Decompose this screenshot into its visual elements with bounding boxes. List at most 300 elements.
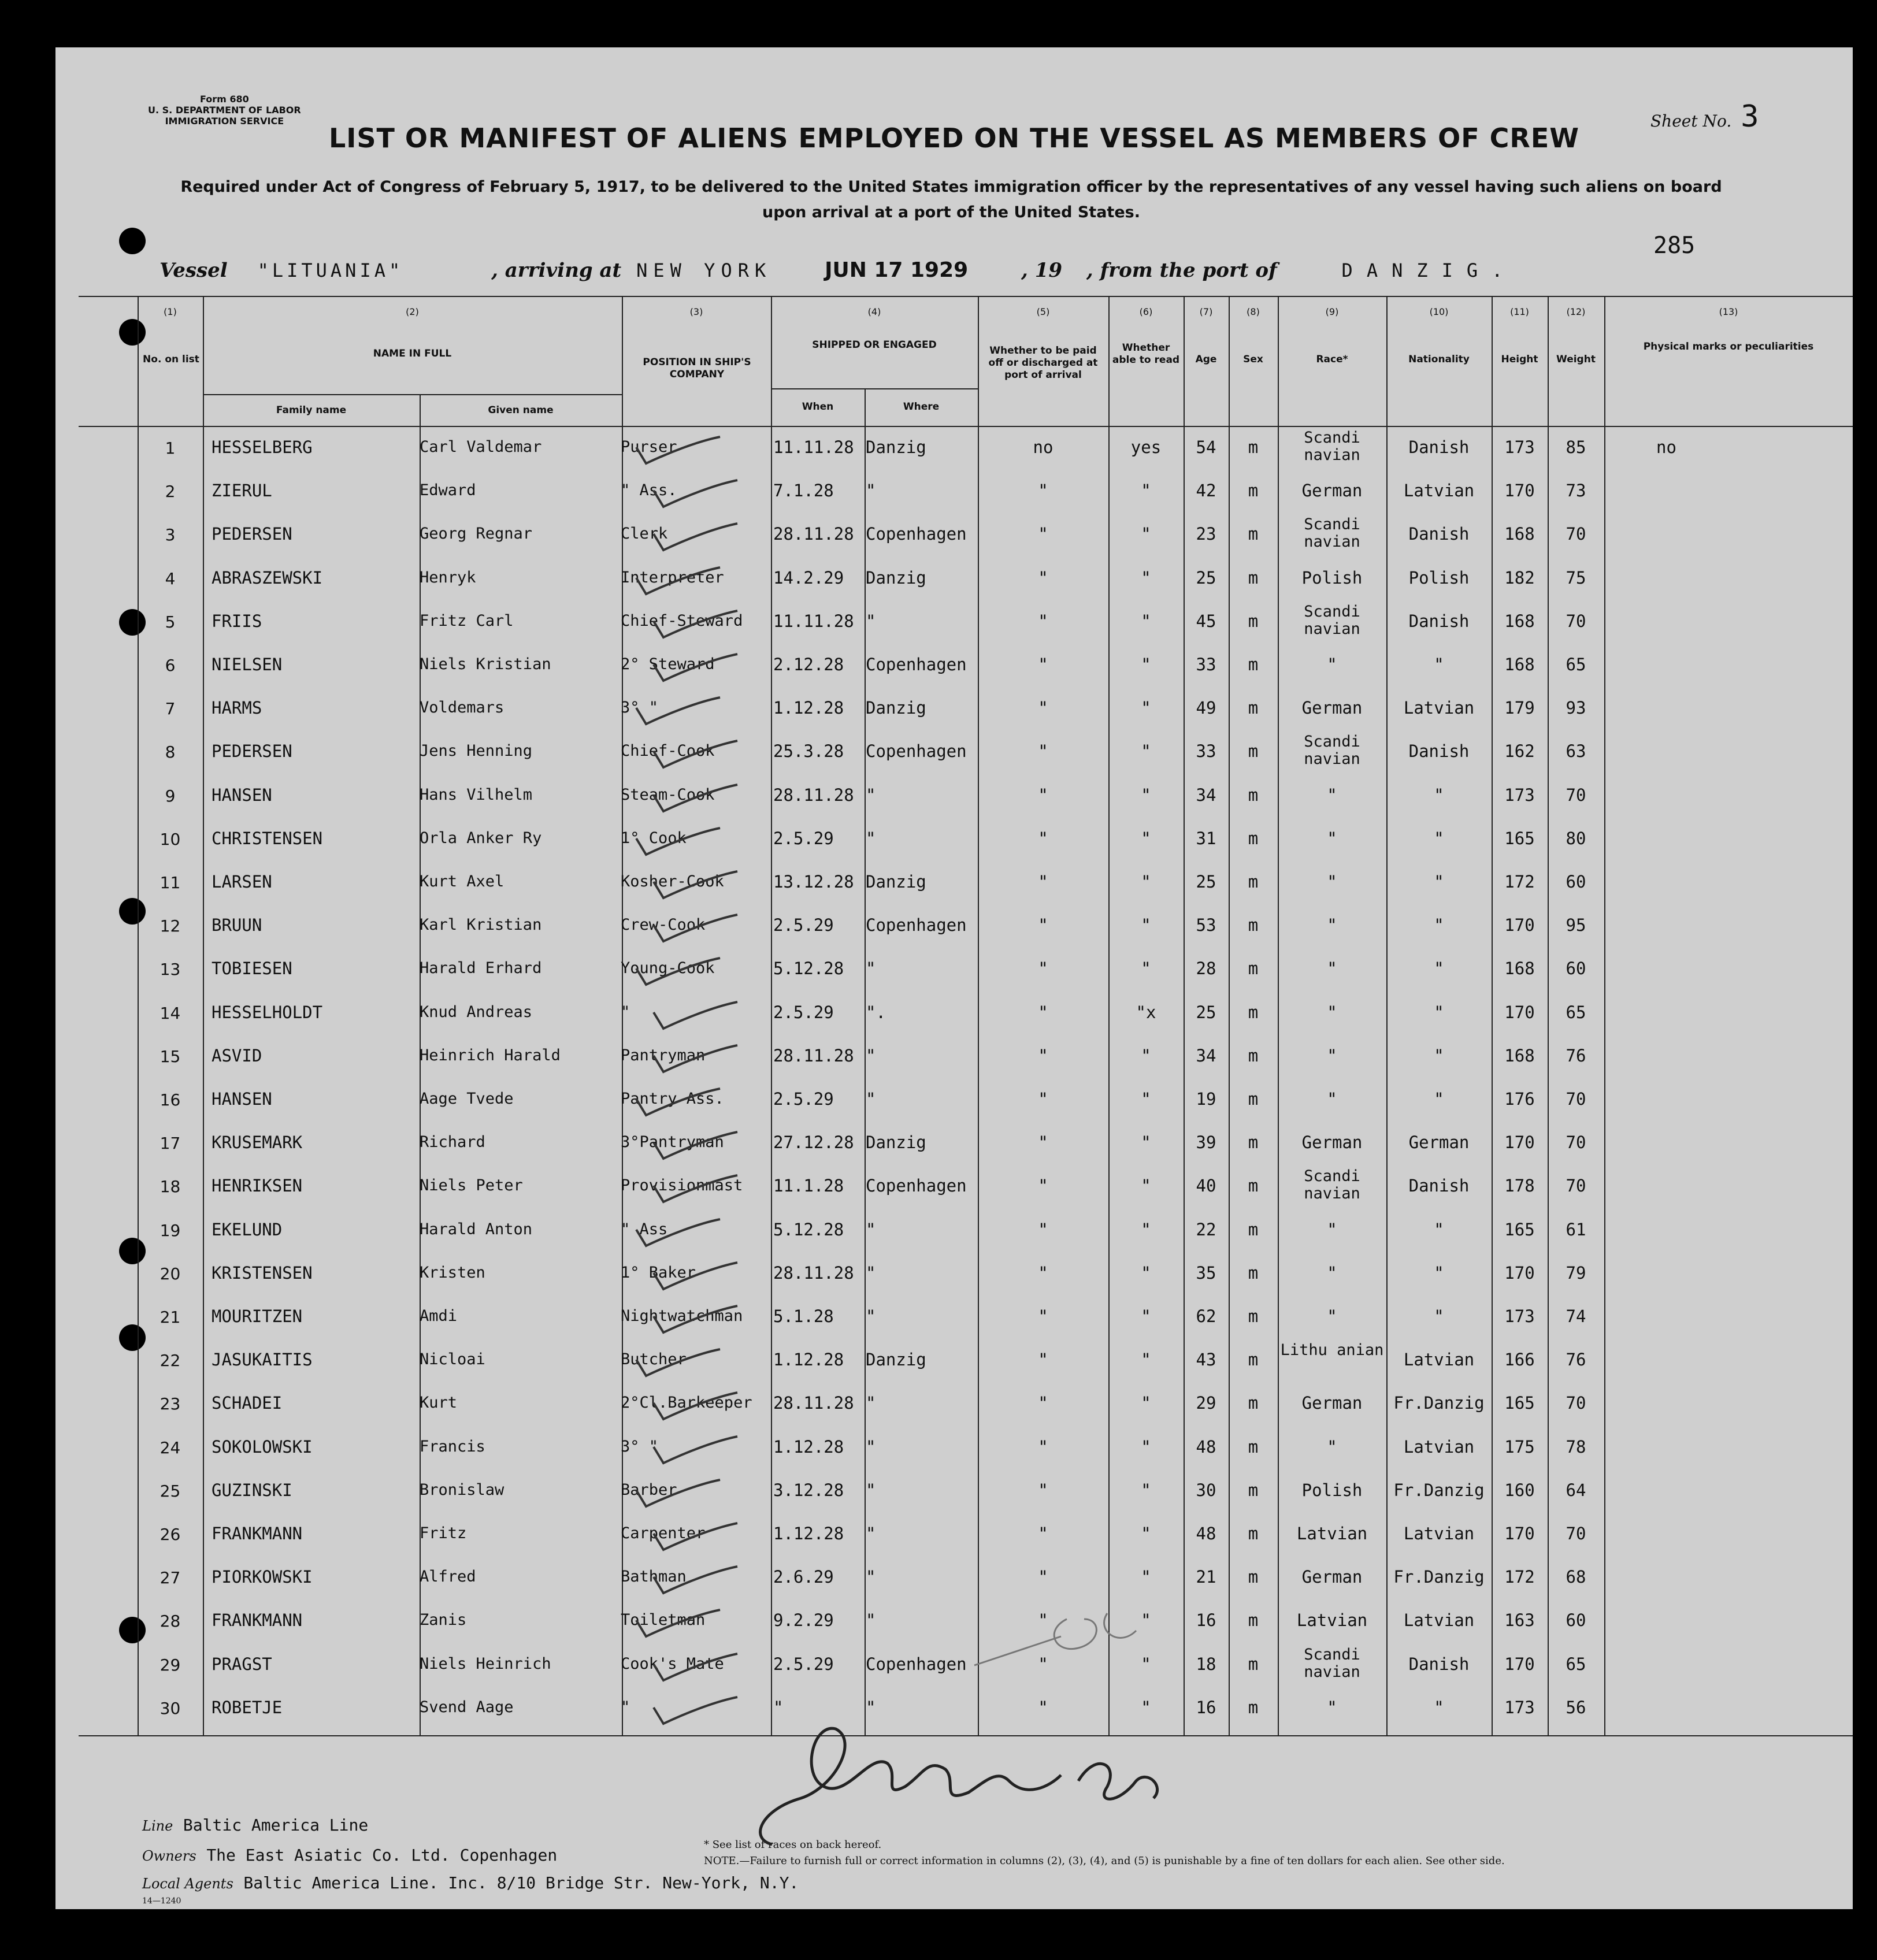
cell-paid: " — [1038, 1654, 1048, 1674]
cell-read: " — [1141, 567, 1151, 588]
cell-weight: 79 — [1566, 1263, 1586, 1283]
cell-paid: " — [1038, 915, 1048, 936]
header-nationality: Nationality — [1408, 354, 1470, 365]
header-given-name: Given name — [488, 404, 554, 416]
cell-given: Niels Kristian — [420, 655, 551, 673]
cell-sex: m — [1248, 1393, 1259, 1413]
vessel-line — [159, 258, 1516, 282]
cell-no: 13 — [159, 960, 181, 979]
cell-sex: m — [1248, 611, 1259, 631]
cell-race: German — [1301, 481, 1363, 501]
cell-age: 48 — [1196, 1436, 1216, 1457]
cell-family: KRISTENSEN — [212, 1263, 313, 1283]
cell-where: Copenhagen — [866, 655, 967, 674]
cell-no: 26 — [159, 1525, 181, 1544]
cell-weight: 60 — [1566, 872, 1586, 892]
cell-where: Danzig — [866, 872, 926, 892]
cell-when: 11.11.28 — [773, 611, 854, 631]
column-rule — [203, 296, 204, 1735]
check-mark — [651, 784, 743, 818]
cell-sex: m — [1248, 1089, 1259, 1109]
cell-family: FRIIS — [212, 611, 262, 631]
cell-where: " — [866, 1263, 876, 1283]
cell-nat: Fr.Danzig — [1393, 1480, 1485, 1500]
cell-weight: 68 — [1566, 1567, 1586, 1587]
cell-paid: no — [1033, 437, 1054, 457]
cell-where: " — [866, 1045, 876, 1066]
cell-height: 175 — [1504, 1436, 1535, 1457]
cell-nat: Polish — [1408, 567, 1470, 588]
check-mark — [651, 1001, 743, 1035]
cell-height: 170 — [1504, 481, 1535, 501]
cell-family: PEDERSEN — [212, 524, 292, 544]
cell-weight: 70 — [1566, 1133, 1586, 1153]
cell-race: " — [1327, 785, 1337, 805]
cell-no: 20 — [159, 1264, 181, 1283]
owners-value: The East Asiatic Co. Ltd. Copenhagen — [206, 1846, 558, 1865]
cell-where: " — [866, 785, 876, 805]
cell-when: 2.12.28 — [773, 655, 844, 674]
cell-paid: " — [1038, 611, 1048, 631]
cell-when: 13.12.28 — [773, 872, 854, 892]
cell-no: 17 — [159, 1134, 181, 1153]
races-note: * See list of races on back hereof. — [704, 1839, 882, 1851]
cell-read: " — [1141, 1480, 1151, 1500]
cell-where: Copenhagen — [866, 524, 967, 544]
column-number: (4) — [867, 306, 881, 317]
cell-race: " — [1327, 1002, 1337, 1022]
check-mark — [633, 957, 726, 992]
cell-read: " — [1141, 1524, 1151, 1543]
cell-position: 1° Cook — [621, 829, 687, 847]
punch-hole — [119, 319, 146, 346]
cell-where: " — [866, 611, 876, 631]
column-number: (2) — [406, 306, 419, 317]
check-mark — [651, 479, 743, 514]
cell-no: 2 — [165, 482, 176, 502]
cell-no: 10 — [159, 829, 181, 849]
cell-where: Danzig — [866, 437, 926, 457]
cell-marks: no — [1656, 437, 1676, 457]
check-mark — [651, 1044, 743, 1079]
column-number: (8) — [1247, 306, 1260, 317]
cell-age: 16 — [1196, 1697, 1216, 1717]
cell-family: FRANKMANN — [212, 1610, 303, 1631]
cell-position: Kosher-Cook — [621, 873, 724, 890]
check-mark — [651, 1653, 743, 1687]
cell-read: " — [1141, 1393, 1151, 1413]
cell-when: 2.5.29 — [773, 1654, 834, 1674]
handwritten-mark — [969, 1596, 1153, 1683]
cell-read: " — [1141, 1567, 1151, 1587]
cell-height: 176 — [1504, 1089, 1535, 1109]
sheet-number-label: Sheet No. — [1650, 112, 1732, 131]
cell-where: Danzig — [866, 1350, 926, 1370]
cell-no: 24 — [159, 1438, 181, 1457]
cell-family: ROBETJE — [212, 1697, 283, 1717]
cell-nat: " — [1434, 785, 1444, 805]
cell-sex: m — [1248, 1045, 1259, 1066]
cell-where: Copenhagen — [866, 915, 967, 936]
cell-sex: m — [1248, 1306, 1259, 1326]
cell-paid: " — [1038, 785, 1048, 805]
header-when: When — [802, 401, 834, 413]
cell-nat: " — [1434, 828, 1444, 848]
cell-read: " — [1141, 1133, 1151, 1153]
cell-no: 21 — [159, 1308, 181, 1327]
page-number: 285 — [1653, 232, 1696, 259]
cell-height: 170 — [1504, 1524, 1535, 1543]
cell-when: 9.2.29 — [773, 1610, 834, 1631]
header-where: Where — [903, 401, 940, 413]
cell-where: " — [866, 959, 876, 979]
cell-position: " Ass. — [621, 481, 677, 500]
cell-when: 14.2.29 — [773, 567, 844, 588]
cell-no: 3 — [165, 525, 176, 545]
cell-where: " — [866, 1393, 876, 1413]
cell-weight: 70 — [1566, 1089, 1586, 1109]
cell-paid: " — [1038, 959, 1048, 979]
line-field — [142, 1816, 368, 1835]
cell-height: 182 — [1504, 567, 1535, 588]
form-number: Form 680 — [199, 94, 249, 105]
cell-weight: 93 — [1566, 698, 1586, 718]
cell-position: 1° Baker — [621, 1263, 696, 1282]
cell-read: " — [1141, 1654, 1151, 1674]
cell-family: ABRASZEWSKI — [212, 567, 323, 588]
cell-given: Amdi — [420, 1307, 458, 1325]
cell-family: NIELSEN — [212, 655, 283, 674]
cell-read: " — [1141, 1436, 1151, 1457]
cell-nat: Latvian — [1403, 698, 1475, 718]
cell-family: ASVID — [212, 1045, 262, 1066]
cell-sex: m — [1248, 567, 1259, 588]
vessel-name: "LITUANIA" — [257, 259, 404, 281]
check-mark — [651, 870, 743, 905]
cell-age: 31 — [1196, 828, 1216, 848]
cell-read: yes — [1130, 437, 1162, 457]
cell-given: Orla Anker Ry — [420, 829, 542, 847]
agents-field — [142, 1873, 799, 1892]
column-number: (1) — [164, 306, 177, 317]
cell-position: Toiletman — [621, 1611, 706, 1629]
header-bottom-rule — [79, 426, 1853, 427]
from-port: DANZIG. — [1341, 259, 1517, 281]
cell-family: HESSELHOLDT — [212, 1002, 323, 1022]
cell-race: " — [1327, 1436, 1337, 1457]
cell-race: " — [1327, 1089, 1337, 1109]
cell-given: Zanis — [420, 1611, 467, 1629]
cell-sex: m — [1248, 1567, 1259, 1587]
cell-height: 168 — [1504, 655, 1535, 674]
cell-family: HANSEN — [212, 1089, 272, 1109]
cell-age: 45 — [1196, 611, 1216, 631]
cell-sex: m — [1248, 741, 1259, 762]
date-stamp: JUN 17 1929 — [825, 258, 969, 282]
page-subtitle: Required under Act of Congress of February 5, 1917, to be delivered to the United States immigration officer by the representatives of any vessel having such aliens on board upon arrival at a port of the United States. — [180, 178, 1722, 221]
header-weight: Weight — [1556, 354, 1596, 365]
cell-sex: m — [1248, 915, 1259, 936]
cell-family: BRUUN — [212, 915, 262, 936]
header-name-in-full: NAME IN FULL — [373, 348, 452, 359]
cell-where: Copenhagen — [866, 1654, 967, 1674]
cell-family: FRANKMANN — [212, 1524, 303, 1543]
cell-where: Danzig — [866, 1133, 926, 1153]
cell-nat: " — [1434, 1219, 1444, 1239]
cell-sex: m — [1248, 828, 1259, 848]
check-mark — [651, 1435, 743, 1470]
cell-height: 173 — [1504, 785, 1535, 805]
cell-where: " — [866, 1610, 876, 1631]
check-mark — [633, 827, 726, 862]
cell-family: HESSELBERG — [212, 437, 313, 457]
cell-position: Cook's Mate — [621, 1654, 724, 1673]
cell-race: " — [1327, 1045, 1337, 1066]
cell-height: 173 — [1504, 1306, 1535, 1326]
cell-where: " — [866, 1089, 876, 1109]
cell-given: Harald Anton — [420, 1220, 533, 1238]
cell-read: " — [1141, 1045, 1151, 1066]
cell-age: 19 — [1196, 1089, 1216, 1109]
cell-sex: m — [1248, 655, 1259, 674]
check-mark — [651, 610, 743, 644]
cell-paid: " — [1038, 1089, 1048, 1109]
cell-no: 27 — [159, 1568, 181, 1588]
cell-where: " — [866, 481, 876, 501]
cell-read: " — [1141, 1697, 1151, 1717]
cell-position: 3° " — [621, 699, 659, 717]
cell-no: 16 — [159, 1090, 181, 1109]
cell-given: Nicloai — [420, 1350, 485, 1369]
cell-race: German — [1301, 1567, 1363, 1587]
cell-family: CHRISTENSEN — [212, 828, 323, 848]
column-number: (10) — [1429, 306, 1449, 317]
cell-race: " — [1327, 872, 1337, 892]
agents-label: Local Agents — [142, 1876, 233, 1892]
cell-family: KRUSEMARK — [212, 1133, 303, 1153]
cell-no: 14 — [159, 1003, 181, 1023]
cell-height: 165 — [1504, 1219, 1535, 1239]
cell-nat: Danish — [1408, 611, 1470, 631]
column-number: (9) — [1325, 306, 1339, 317]
cell-height: 166 — [1504, 1350, 1535, 1370]
cell-sex: m — [1248, 1263, 1259, 1283]
cell-height: 168 — [1504, 611, 1535, 631]
punch-hole — [119, 228, 146, 254]
check-mark — [651, 1305, 743, 1339]
cell-race: Latvian — [1296, 1524, 1368, 1543]
cell-given: Francis — [420, 1437, 485, 1456]
cell-given: Heinrich Harald — [420, 1046, 561, 1064]
check-mark — [651, 1696, 743, 1731]
cell-family: PRAGST — [212, 1654, 272, 1674]
cell-age: 16 — [1196, 1610, 1216, 1631]
cell-given: Georg Regnar — [420, 525, 533, 543]
cell-given: Edward — [420, 481, 476, 500]
cell-read: " — [1141, 785, 1151, 805]
cell-read: " — [1141, 959, 1151, 979]
cell-when: 28.11.28 — [773, 1263, 854, 1283]
cell-paid: " — [1038, 1219, 1048, 1239]
cell-age: 18 — [1196, 1654, 1216, 1674]
cell-height: 170 — [1504, 1002, 1535, 1022]
cell-paid: " — [1038, 1567, 1048, 1587]
cell-where: " — [866, 1436, 876, 1457]
cell-where: Danzig — [866, 567, 926, 588]
column-number: (11) — [1510, 306, 1529, 317]
cell-paid: " — [1038, 1610, 1048, 1631]
cell-position: 3°Pantryman — [621, 1133, 724, 1152]
cell-nat: Latvian — [1403, 1436, 1475, 1457]
cell-when: 28.11.28 — [773, 1045, 854, 1066]
cell-position: Butcher — [621, 1350, 687, 1369]
cell-read: " — [1141, 481, 1151, 501]
cell-read: " — [1141, 655, 1151, 674]
cell-age: 39 — [1196, 1133, 1216, 1153]
cell-position: Crew-Cook — [621, 916, 706, 934]
check-mark — [651, 1131, 743, 1165]
cell-given: Niels Heinrich — [420, 1654, 551, 1673]
cell-paid: " — [1038, 524, 1048, 544]
cell-paid: " — [1038, 1045, 1048, 1066]
line-value: Baltic America Line — [183, 1816, 369, 1835]
cell-race: German — [1301, 1133, 1363, 1153]
cell-age: 62 — [1196, 1306, 1216, 1326]
cell-given: Bronislaw — [420, 1480, 505, 1499]
cell-when: " — [773, 1697, 784, 1717]
cell-weight: 65 — [1566, 1002, 1586, 1022]
punch-hole — [119, 1324, 146, 1351]
cell-where: Copenhagen — [866, 741, 967, 762]
column-number: (13) — [1719, 306, 1738, 317]
cell-height: 168 — [1504, 1045, 1535, 1066]
cell-height: 172 — [1504, 872, 1535, 892]
table-top-rule — [79, 296, 1853, 297]
cell-no: 7 — [165, 699, 176, 719]
cell-when: 11.1.28 — [773, 1176, 844, 1196]
cell-sex: m — [1248, 524, 1259, 544]
cell-given: Kurt — [420, 1394, 458, 1412]
cell-race: Scandi navian — [1304, 515, 1360, 551]
year-label: , 19 — [1021, 259, 1063, 282]
cell-given: Alfred — [420, 1568, 476, 1586]
cell-height: 160 — [1504, 1480, 1535, 1500]
cell-family: HANSEN — [212, 785, 272, 805]
column-number: (6) — [1139, 306, 1153, 317]
cell-position: 3° " — [621, 1437, 659, 1456]
cell-age: 34 — [1196, 785, 1216, 805]
cell-race: " — [1327, 915, 1337, 936]
cell-sex: m — [1248, 1610, 1259, 1631]
cell-read: " — [1141, 1610, 1151, 1631]
cell-sex: m — [1248, 1350, 1259, 1370]
cell-paid: " — [1038, 567, 1048, 588]
cell-age: 25 — [1196, 872, 1216, 892]
print-code: 14—1240 — [142, 1896, 181, 1906]
cell-position: " — [621, 1003, 630, 1021]
name-subheader-rule — [203, 394, 622, 395]
cell-no: 19 — [159, 1220, 181, 1240]
check-mark — [651, 914, 743, 948]
cell-age: 49 — [1196, 698, 1216, 718]
cell-position: Interpreter — [621, 568, 724, 586]
cell-height: 168 — [1504, 524, 1535, 544]
cell-no: 25 — [159, 1481, 181, 1501]
check-mark — [651, 1522, 743, 1557]
cell-nat: Fr.Danzig — [1393, 1567, 1485, 1587]
cell-family: GUZINSKI — [212, 1480, 292, 1500]
cell-when: 2.6.29 — [773, 1567, 834, 1587]
cell-paid: " — [1038, 1524, 1048, 1543]
cell-when: 28.11.28 — [773, 1393, 854, 1413]
cell-position: Carpenter — [621, 1524, 706, 1542]
header-able-to-read: Whether able to read — [1112, 342, 1180, 366]
header-height: Height — [1501, 354, 1538, 365]
check-mark — [633, 436, 726, 470]
cell-sex: m — [1248, 1436, 1259, 1457]
cell-position: Purser — [621, 438, 677, 456]
cell-sex: m — [1248, 698, 1259, 718]
cell-height: 173 — [1504, 1697, 1535, 1717]
arriving-port: NEW YORK — [636, 259, 772, 281]
cell-family: PEDERSEN — [212, 741, 292, 762]
cell-age: 48 — [1196, 1524, 1216, 1543]
cell-height: 165 — [1504, 1393, 1535, 1413]
cell-sex: m — [1248, 1133, 1259, 1153]
cell-when: 25.3.28 — [773, 741, 844, 762]
signature — [737, 1706, 1257, 1879]
cell-age: 22 — [1196, 1219, 1216, 1239]
cell-age: 40 — [1196, 1176, 1216, 1196]
cell-nat: " — [1434, 1089, 1444, 1109]
cell-weight: 70 — [1566, 1524, 1586, 1543]
cell-no: 28 — [159, 1612, 181, 1631]
cell-given: Voldemars — [420, 699, 505, 717]
cell-paid: " — [1038, 1393, 1048, 1413]
cell-weight: 75 — [1566, 567, 1586, 588]
form-number-block — [148, 94, 301, 127]
cell-no: 6 — [165, 656, 176, 675]
cell-when: 27.12.28 — [773, 1133, 854, 1153]
cell-when: 3.12.28 — [773, 1480, 844, 1500]
cell-paid: " — [1038, 1002, 1048, 1022]
cell-no: 8 — [165, 743, 176, 762]
cell-paid: " — [1038, 1176, 1048, 1196]
check-mark — [651, 1565, 743, 1600]
check-mark — [651, 522, 743, 557]
cell-sex: m — [1248, 1219, 1259, 1239]
cell-no: 4 — [165, 569, 176, 588]
cell-race: Lithu anian — [1280, 1341, 1384, 1360]
cell-age: 34 — [1196, 1045, 1216, 1066]
cell-nat: German — [1408, 1133, 1470, 1153]
cell-position: Chief-Steward — [621, 611, 743, 630]
cell-no: 1 — [165, 439, 176, 458]
cell-weight: 95 — [1566, 915, 1586, 936]
cell-race: " — [1327, 655, 1337, 674]
cell-position: Nightwatchman — [621, 1307, 743, 1325]
cell-nat: Danish — [1408, 741, 1470, 762]
cell-position: Young-Cook — [621, 959, 715, 978]
cell-paid: " — [1038, 872, 1048, 892]
cell-race: Scandi navian — [1304, 1645, 1360, 1681]
column-number: (5) — [1036, 306, 1050, 317]
cell-weight: 85 — [1566, 437, 1586, 457]
cell-nat: Latvian — [1403, 1610, 1475, 1631]
cell-weight: 70 — [1566, 611, 1586, 631]
cell-height: 172 — [1504, 1567, 1535, 1587]
cell-family: LARSEN — [212, 872, 272, 892]
